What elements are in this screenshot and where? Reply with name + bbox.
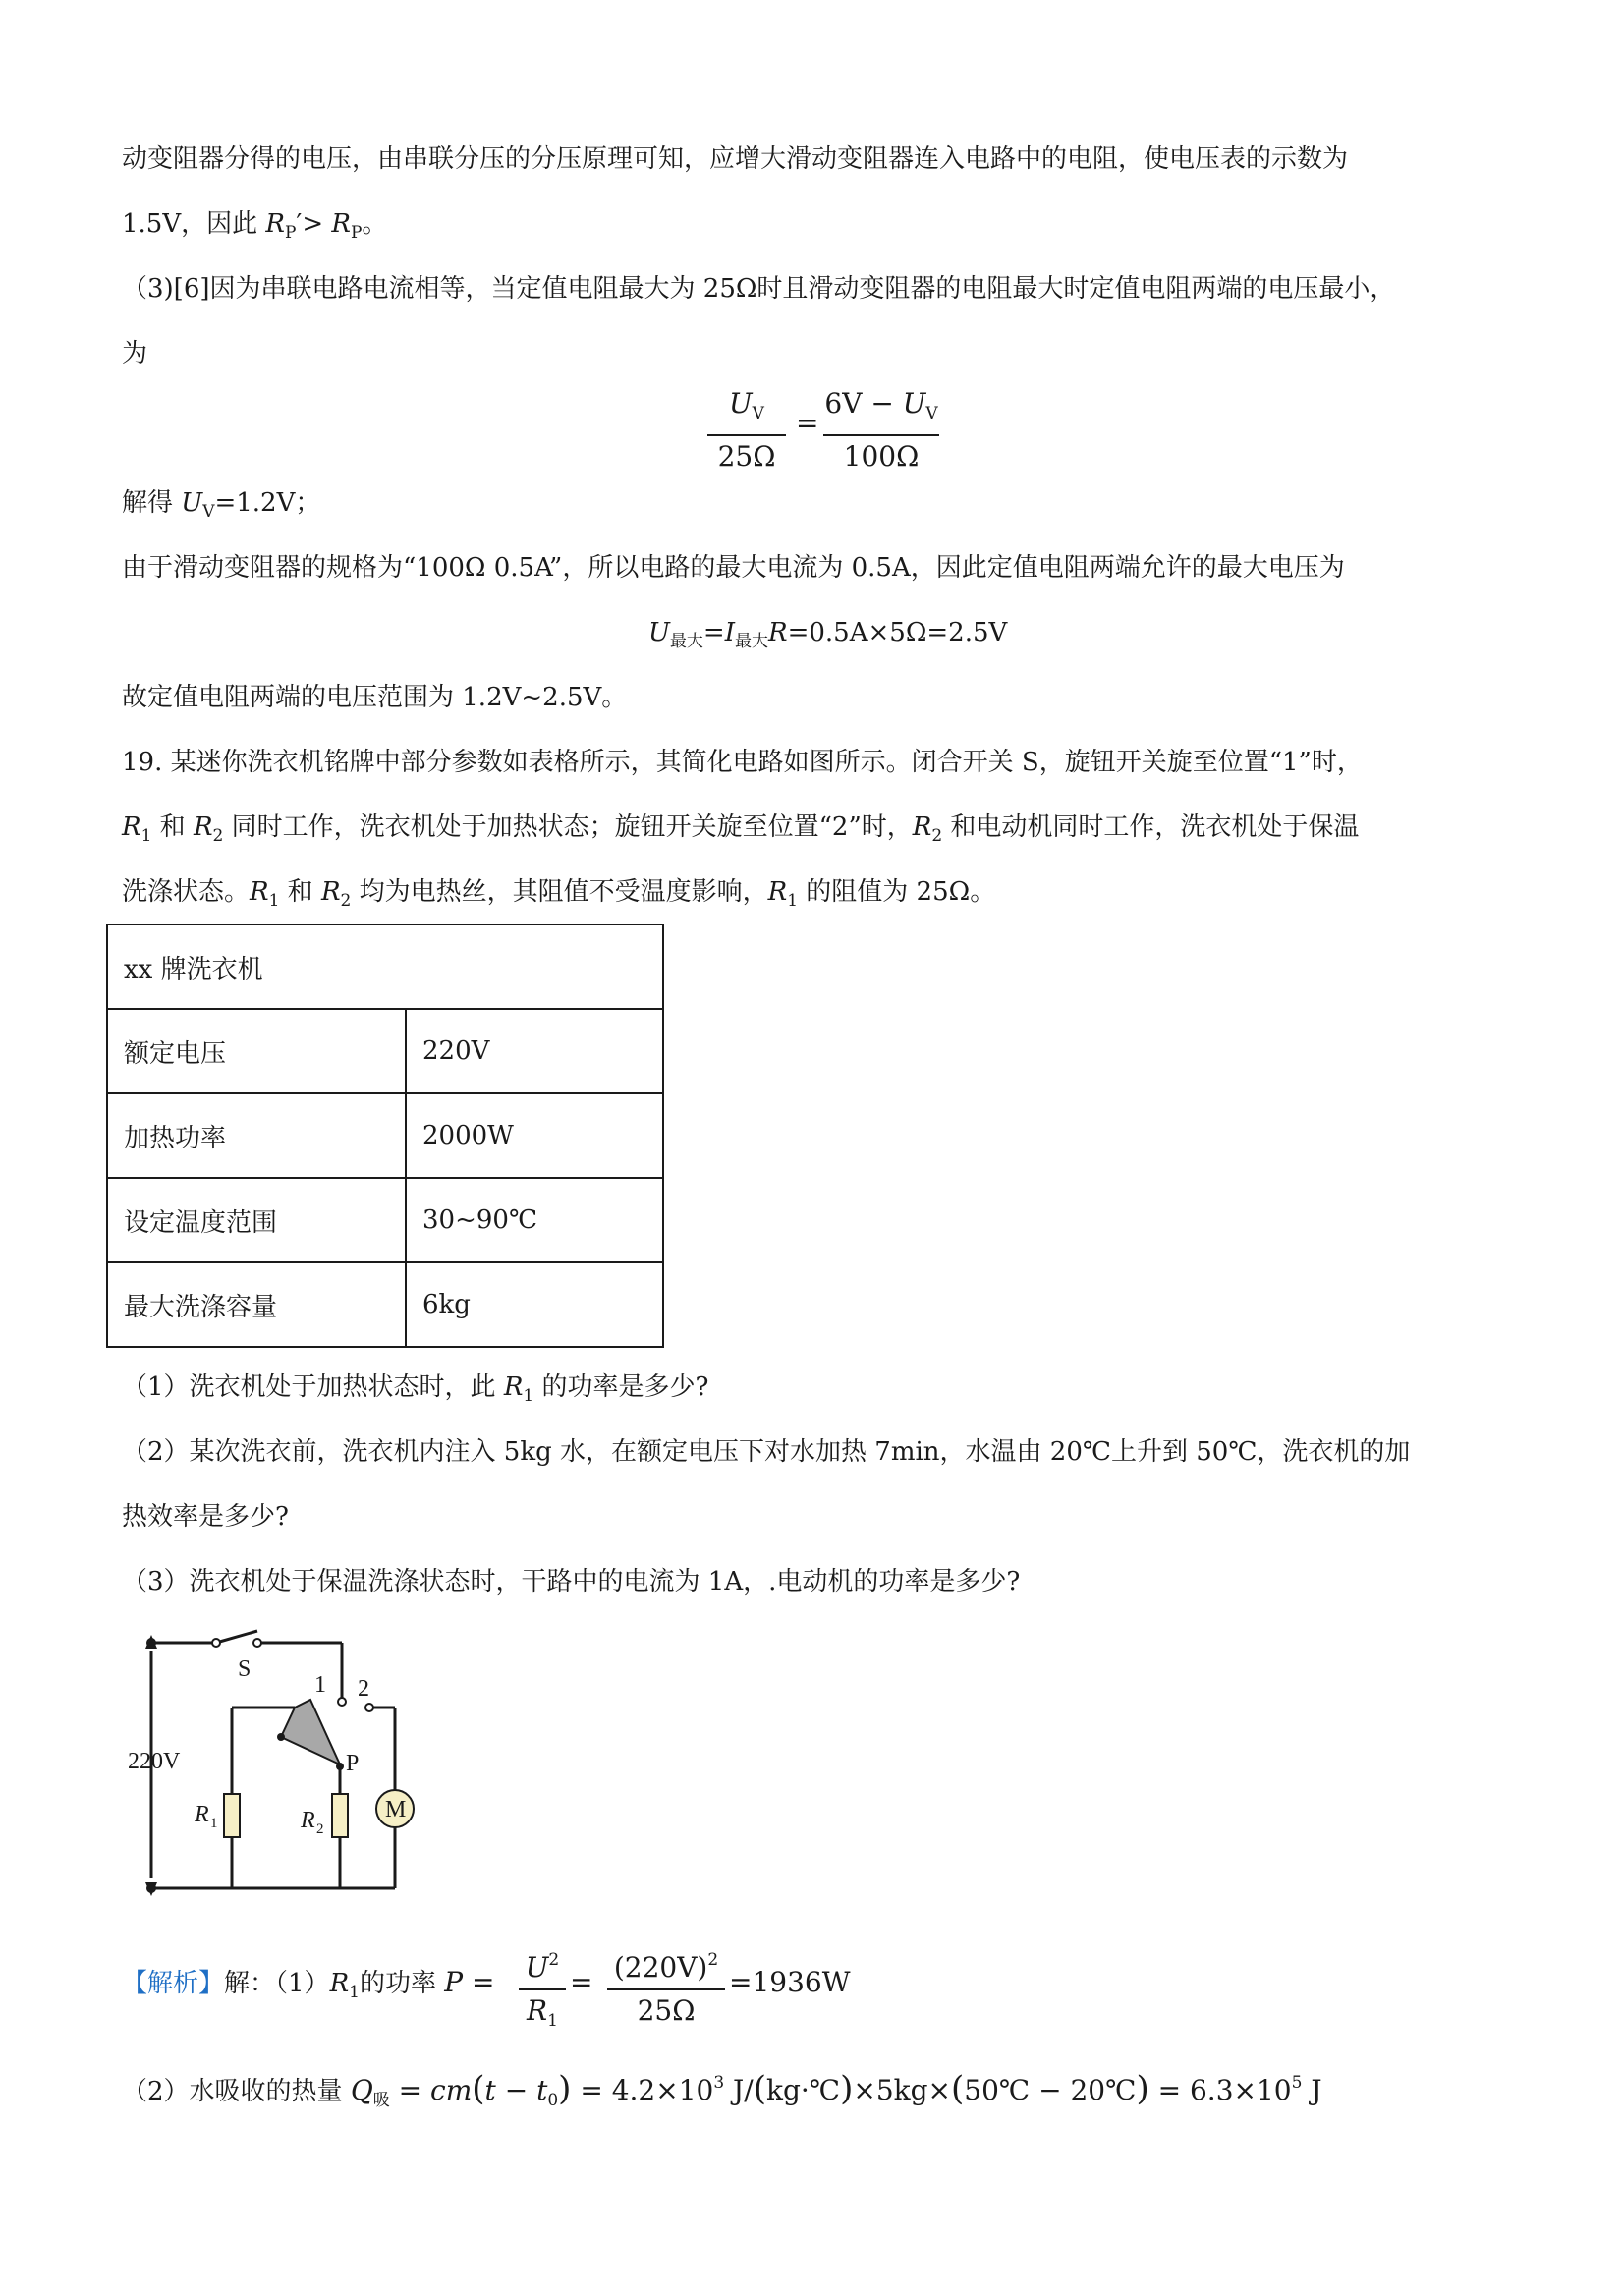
table-key: 加热功率 bbox=[107, 1093, 406, 1178]
table-value: 220V bbox=[406, 1009, 663, 1093]
label-r2: R bbox=[301, 1808, 315, 1833]
table-key: 额定电压 bbox=[107, 1009, 406, 1093]
label-r2-sub: 2 bbox=[316, 1821, 324, 1837]
result-power: =1936W bbox=[729, 1966, 851, 1998]
var-r: R bbox=[265, 209, 285, 239]
text-line-4: 为 bbox=[122, 339, 148, 368]
text-segment: 。 bbox=[362, 209, 388, 239]
text-line-5: 解得 $U_V=1.2V$； bbox=[122, 488, 321, 522]
analysis-tag: 【解析】解：$(1)R_1$的功率 P = bbox=[122, 1966, 495, 2002]
problem-line-2: $R_1$ 和 $R_2$ 同时工作，洗衣机处于加热状态；旋钮开关旋至位置“2”时，$R_2$ 和电动机同时工作，洗衣机处于保温 bbox=[122, 812, 1360, 846]
fraction-220v: $(220V)^2$ 25Ω bbox=[607, 1941, 725, 2030]
equation-max-voltage: $U_{最大}=I_{最大}R=0.5A\times 5\Omega=2.5V$ bbox=[648, 618, 1008, 651]
label-voltage: 220V bbox=[128, 1749, 181, 1774]
var-r: R bbox=[331, 209, 351, 239]
subscript: P bbox=[284, 223, 297, 243]
text-segment: 1.5V，因此 bbox=[122, 209, 266, 239]
table-row bbox=[107, 1262, 663, 1347]
point-p bbox=[336, 1763, 344, 1770]
resistor-r1 bbox=[224, 1794, 240, 1837]
knob-pivot bbox=[277, 1733, 285, 1741]
text-line-7: 故定值电阻两端的电压范围为 1.2V~2.5V。 bbox=[122, 683, 628, 712]
table-value: 6kg bbox=[406, 1262, 663, 1347]
question-3: （3）洗衣机处于保温洗涤状态时，干路中的电流为 1A，.电动机的功率是多少? bbox=[122, 1567, 1021, 1596]
text-line-3: （3)[6]因为串联电路电流相等，当定值电阻最大为 25Ω时且滑动变阻器的电阻最大时定值电阻两端的电压最小， bbox=[122, 274, 1396, 304]
solution-line-1 bbox=[122, 1950, 1006, 2044]
table-key: 设定温度范围 bbox=[107, 1178, 406, 1262]
table-value: 2000W bbox=[406, 1093, 663, 1178]
table-row bbox=[107, 924, 663, 1009]
text-line-6: 由于滑动变阻器的规格为“100Ω 0.5A”，所以电路的最大电流为 0.5A，因此定值电阻两端允许的最大电压为 bbox=[122, 553, 1345, 583]
fraction-left bbox=[707, 385, 786, 476]
label-r1: R bbox=[195, 1802, 209, 1827]
label-r1-sub: 1 bbox=[210, 1816, 218, 1831]
problem-line-3: 洗涤状态。$R_1$ 和 $R_2$ 均为电热丝，其阻值不受温度影响，$R_1$ 的阻值为 25Ω。 bbox=[122, 877, 996, 911]
question-2-line-2: 热效率是多少? bbox=[122, 1502, 289, 1532]
question-2-line-1: （2）某次洗衣前，洗衣机内注入 5kg 水，在额定电压下对水加热 7min，水温由 20℃上升到 50℃，洗衣机的加 bbox=[122, 1437, 1411, 1467]
equals-sign: = bbox=[570, 1966, 593, 1998]
subscript: P bbox=[350, 223, 363, 243]
denominator: 100Ω bbox=[843, 440, 920, 473]
table-key: 最大洗涤容量 bbox=[107, 1262, 406, 1347]
problem-line-1: 19. 某迷你洗衣机铭牌中部分参数如表格所示，其简化电路如图所示。闭合开关 S，旋钮开关旋至位置“1”时， bbox=[122, 748, 1363, 777]
label-2: 2 bbox=[358, 1676, 369, 1702]
contact-2 bbox=[365, 1704, 373, 1711]
table-row bbox=[107, 1009, 663, 1093]
numerator: $U_V$ bbox=[729, 387, 764, 423]
switch-s-blade bbox=[216, 1631, 257, 1643]
fraction-right bbox=[823, 385, 939, 476]
table-row bbox=[107, 1093, 663, 1178]
fraction-bar bbox=[823, 434, 939, 436]
equation-voltage-ratio bbox=[707, 385, 938, 474]
denominator: 25Ω bbox=[717, 440, 776, 473]
text-segment: ′> bbox=[296, 209, 332, 239]
fraction-bar bbox=[707, 434, 786, 436]
text-line-2 bbox=[122, 206, 387, 251]
equals-sign: = bbox=[796, 407, 819, 439]
solution-line-2: （2）水吸收的热量 $Q_吸 = cm(t - t_0) = 4.2\times 10^3$ J/(kg·℃)×5kg×(50℃ − 20℃) = $6.3\times 10^5$ J bbox=[122, 2069, 1322, 2110]
fraction-u2-r1: $U^2$ $R_1$ bbox=[519, 1941, 566, 2040]
text-line-1: 动变阻器分得的电压，由串联分压的分压原理可知，应增大滑动变阻器连入电路中的电阻，使电压表的示数为 bbox=[122, 144, 1349, 174]
label-s: S bbox=[238, 1656, 252, 1682]
circuit-diagram bbox=[118, 1621, 472, 1916]
label-1: 1 bbox=[314, 1672, 326, 1698]
contact-1 bbox=[338, 1698, 346, 1706]
spec-table bbox=[106, 924, 664, 1348]
table-row bbox=[107, 1178, 663, 1262]
label-p: P bbox=[346, 1751, 360, 1776]
question-1: （1）洗衣机处于加热状态时，此 $R_1$ 的功率是多少? bbox=[122, 1372, 709, 1406]
numerator: $6V - U_V$ bbox=[824, 387, 938, 423]
resistor-r2 bbox=[332, 1794, 348, 1837]
rotary-switch bbox=[281, 1700, 340, 1764]
table-value: 30~90℃ bbox=[406, 1178, 663, 1262]
label-motor: M bbox=[385, 1797, 407, 1822]
table-title: xx 牌洗衣机 bbox=[107, 924, 663, 1009]
